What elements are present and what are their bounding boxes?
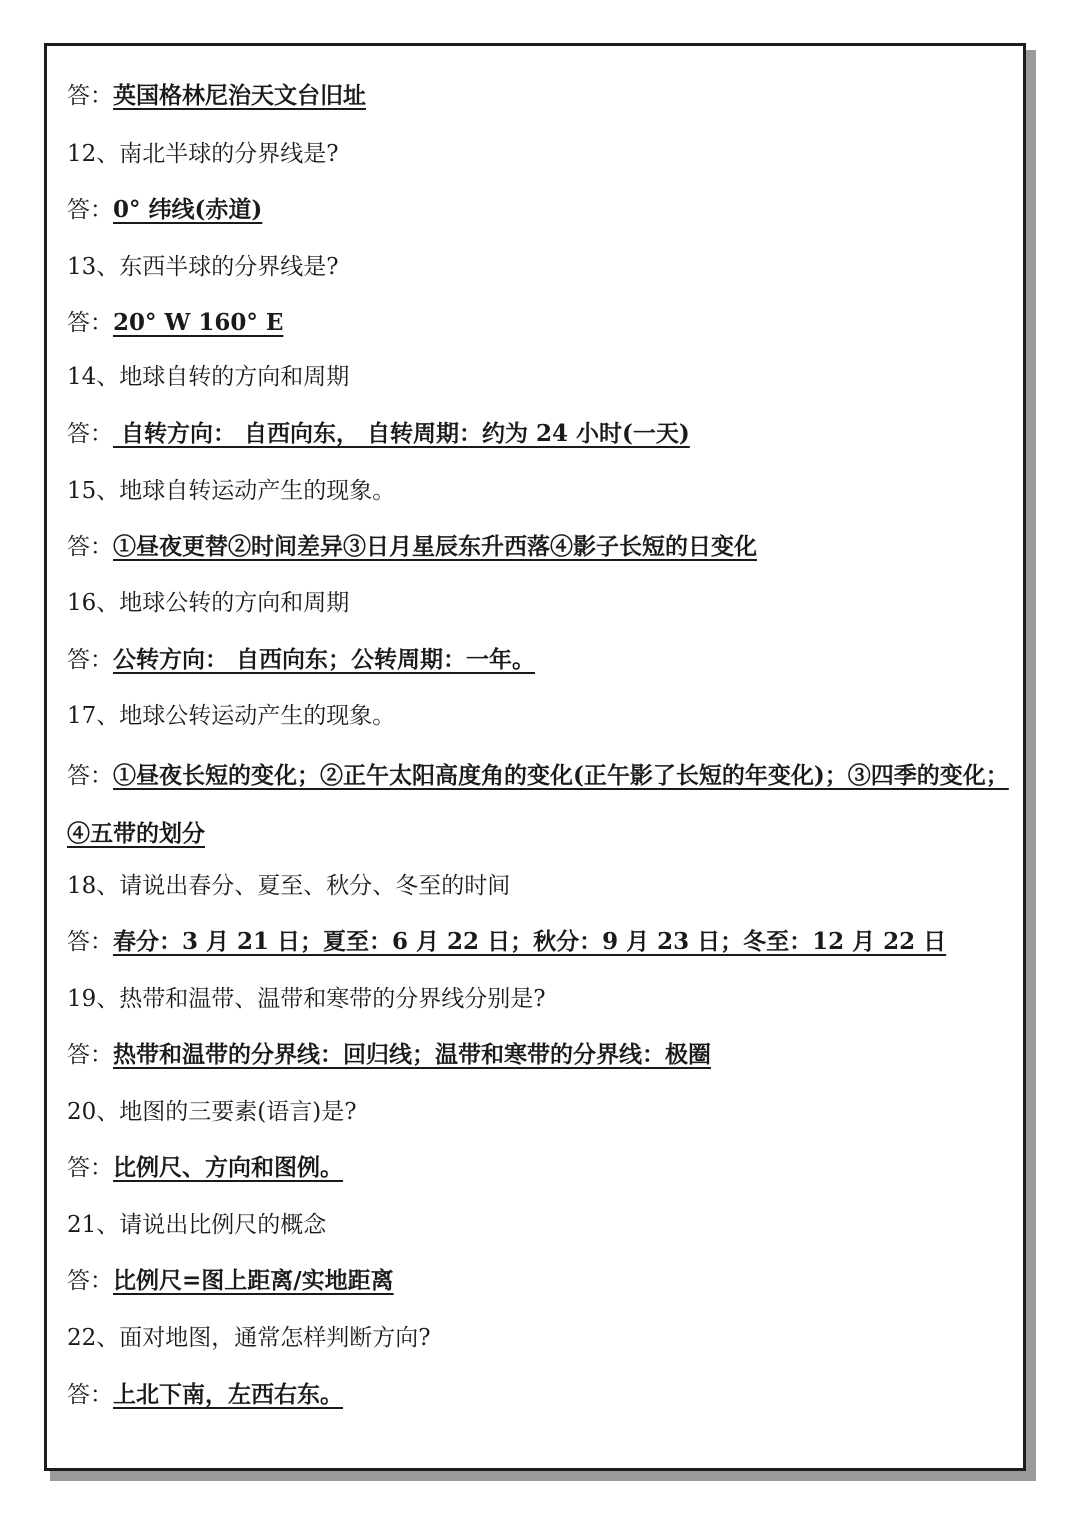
answer-text: 0° 纬线(赤道)	[113, 196, 263, 223]
question-line: 21、请说出比例尺的概念	[67, 1212, 327, 1238]
answer-text: 上北下南，左西右东。	[113, 1381, 343, 1408]
question-line: 13、东西半球的分界线是?	[67, 254, 339, 280]
question-line: 17、地球公转运动产生的现象。	[67, 703, 396, 729]
answer-prefix: 答：	[67, 1382, 113, 1408]
answer-line	[67, 81, 366, 111]
answer-line	[67, 308, 283, 338]
answer-line	[67, 419, 690, 449]
question-line: 12、南北半球的分界线是?	[67, 141, 339, 167]
answer-prefix: 答：	[67, 310, 113, 336]
answer-prefix: 答：	[67, 1155, 113, 1181]
question-line: 22、面对地图，通常怎样判断方向?	[67, 1325, 431, 1351]
answer-prefix: 答：	[67, 197, 113, 223]
answer-text: 公转方向： 自西向东；公转周期：一年。	[113, 646, 536, 673]
question-line: 14、地球自转的方向和周期	[67, 364, 350, 390]
answer-line	[67, 532, 757, 562]
answer-text: 春分：3 月 21 日；夏至：6 月 22 日；秋分：9 月 23 日；冬至：12 月 22 日	[113, 928, 947, 955]
answer-line	[67, 1040, 711, 1070]
answer-text: 20° W 160° E	[113, 309, 284, 336]
answer-text: ①昼夜长短的变化；②正午太阳高度角的变化(正午影了长短的年变化)；③四季的变化；④五带的划分	[67, 762, 1009, 847]
answer-text: ①昼夜更替②时间差异③日月星辰东升西落④影子长短的日变化	[113, 533, 757, 560]
question-line: 15、地球自转运动产生的现象。	[67, 478, 396, 504]
answer-line	[67, 1153, 343, 1183]
question-line: 18、请说出春分、夏至、秋分、冬至的时间	[67, 873, 511, 899]
answer-text: 比例尺、方向和图例。	[113, 1154, 343, 1181]
question-line: 16、地球公转的方向和周期	[67, 590, 350, 616]
answer-prefix: 答：	[67, 534, 113, 560]
answer-text: 热带和温带的分界线：回归线；温带和寒带的分界线：极圈	[113, 1041, 711, 1068]
answer-line	[67, 1380, 343, 1410]
answer-prefix: 答：	[67, 83, 113, 109]
answer-text: 自转方向： 自西向东， 自转周期：约为 24 小时(一天)	[113, 420, 690, 447]
answer-prefix: 答：	[67, 647, 113, 673]
answer-prefix: 答：	[67, 763, 113, 789]
answer-line	[67, 927, 946, 957]
answer-prefix: 答：	[67, 1268, 113, 1294]
answer-text: 英国格林尼治天文台旧址	[113, 82, 366, 109]
answer-line	[67, 1266, 394, 1296]
answer-prefix: 答：	[67, 929, 113, 955]
answer-line	[67, 645, 535, 675]
answer-prefix: 答：	[67, 1042, 113, 1068]
answer-line	[67, 747, 1012, 863]
answer-prefix: 答：	[67, 421, 113, 447]
question-line: 19、热带和温带、温带和寒带的分界线分别是?	[67, 986, 546, 1012]
question-line: 20、地图的三要素(语言)是?	[67, 1099, 357, 1125]
answer-text: 比例尺=图上距离/实地距离	[113, 1267, 394, 1294]
answer-line	[67, 195, 262, 225]
